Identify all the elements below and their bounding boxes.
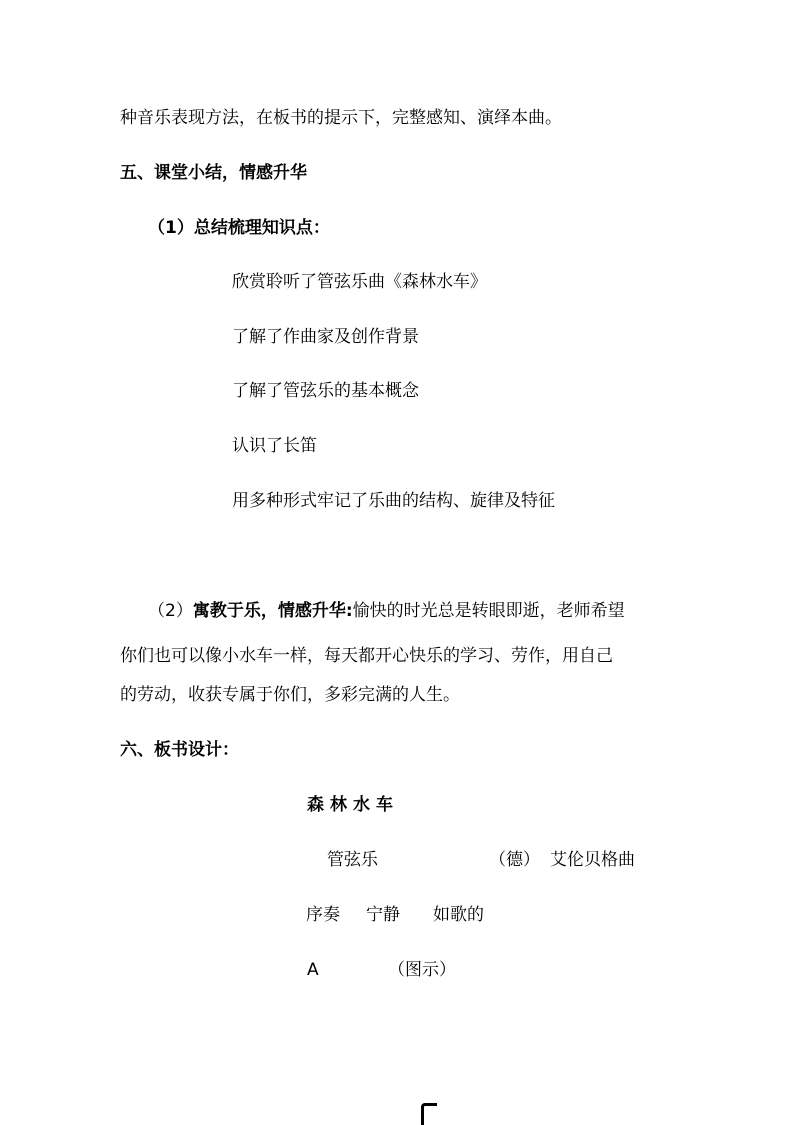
board-composer: 艾伦贝格曲 <box>550 850 635 870</box>
sub1-label: （1）总结梳理知识点： <box>148 218 330 238</box>
sub2-paragraph-line2: 你们也可以像小水车一样，每天都开心快乐的学习、劳作，用自己 <box>120 646 613 666</box>
sub2-paragraph-line3: 的劳动，收获专属于你们，多彩完满的人生。 <box>120 685 460 705</box>
knowledge-item: 用多种形式牢记了乐曲的结构、旋律及特征 <box>232 491 555 511</box>
sub2-paragraph-line1 <box>148 599 625 623</box>
knowledge-item: 欣赏聆听了管弦乐曲《森林水车》 <box>232 272 487 292</box>
board-section-a: A <box>307 960 319 980</box>
board-intro: 序奏 <box>306 905 340 925</box>
sub2-text: 愉快的时光总是转眼即逝，老师希望 <box>352 601 625 621</box>
knowledge-item: 了解了作曲家及创作背景 <box>232 327 419 347</box>
page-corner-mark <box>421 1103 437 1125</box>
section6-heading: 六、板书设计： <box>120 740 239 760</box>
board-mood-calm: 宁静 <box>366 905 400 925</box>
section5-heading: 五、课堂小结，情感升华 <box>120 163 307 183</box>
sub2-label: （2） <box>148 601 193 621</box>
board-genre: 管弦乐 <box>327 850 378 870</box>
intro-line: 种音乐表现方法，在板书的提示下，完整感知、演绎本曲。 <box>120 108 562 128</box>
board-figure-note: （图示） <box>388 960 456 980</box>
knowledge-item: 了解了管弦乐的基本概念 <box>232 381 419 401</box>
board-mood-singing: 如歌的 <box>433 905 484 925</box>
board-country: （德） <box>489 850 540 870</box>
sub2-bold-label: 寓教于乐，情感升华: <box>192 601 353 621</box>
board-title: 森林水车 <box>307 795 399 815</box>
knowledge-item: 认识了长笛 <box>232 436 317 456</box>
